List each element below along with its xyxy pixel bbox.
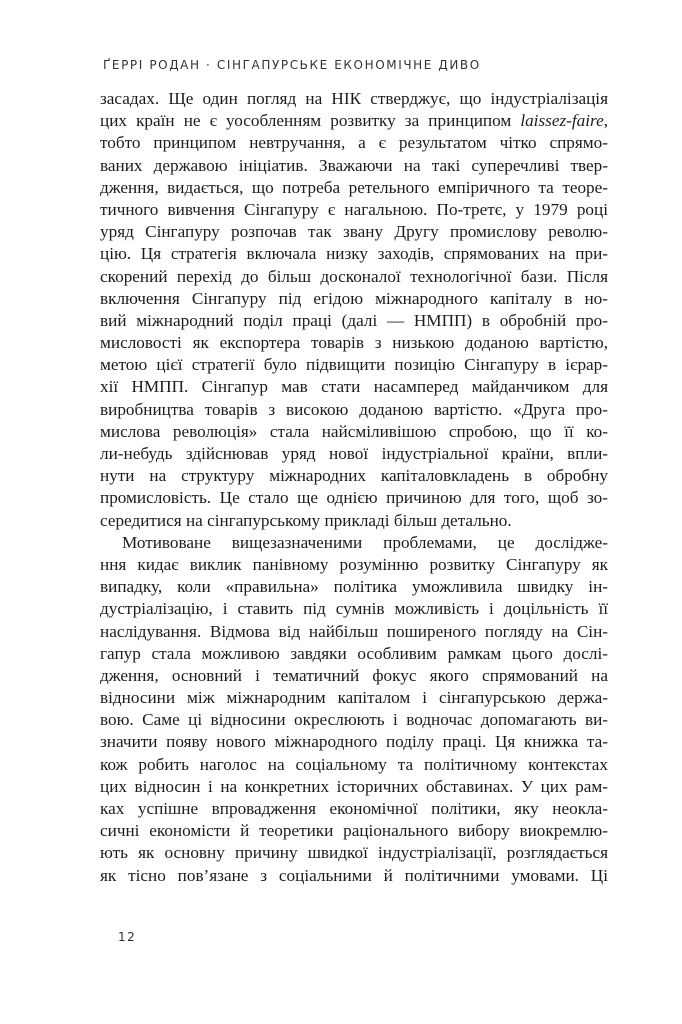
text-line: цих відносин і на конкретних історичних обставинах. У цих рам- xyxy=(100,776,608,796)
page-number: 12 xyxy=(118,930,137,944)
text-line: мислова революція» стала найсміливішою спробою, що її ко- xyxy=(100,421,608,441)
running-head: ҐЕРРІ РОДАН · СІНГАПУРСЬКЕ ЕКОНОМІЧНЕ ДИВО xyxy=(103,58,481,72)
text-line: дустріалізацію, і ставить під сумнів можливість і доцільність її xyxy=(100,599,608,619)
text-line: скорений перехід до більш досконалої технологічної бази. Після xyxy=(100,266,608,286)
text-line: нути на структуру міжнародних капіталовкладень в обробну xyxy=(100,466,608,486)
text-line: ках успішне впровадження економічної політики, яку неокла- xyxy=(100,799,608,818)
text-line: вий міжнародний поділ праці (далі — НМПП) в обробній про- xyxy=(100,310,608,330)
text-line: відносини між міжнародним капіталом і сінгапурською держа- xyxy=(100,688,608,708)
text-line: ння кидає виклик панівному розумінню розвитку Сінгапуру як xyxy=(100,554,608,574)
text-line: ли-небудь здійснював уряд нової індустріальної країни, впли- xyxy=(100,444,608,463)
text-line: Мотивоване вищезазначеними проблемами, це дослідже- xyxy=(122,532,608,552)
text-line: цію. Ця стратегія включала низку заходів, спрямованих на при- xyxy=(100,244,608,264)
text-line: виробництва товарів з високою доданою вартістю. «Друга про- xyxy=(100,399,608,419)
text-line: як тісно пов’язане з соціальними й політичними умовами. Ці xyxy=(100,865,608,885)
text-line: гапур стала можливою завдяки особливим рамкам цього дослі- xyxy=(100,643,608,663)
text-line: уряд Сінгапуру розпочав так звану Другу промислову револю- xyxy=(100,222,608,242)
text-line: вою. Саме ці відносини окреслюють і водночас допомагають ви- xyxy=(100,710,608,730)
text-line: включення Сінгапуру під егідою міжнародного капіталу в но- xyxy=(100,288,608,308)
text-line: дження, видається, що потреба ретельного емпіричного та теоре- xyxy=(100,177,608,197)
text-line: метою цієї стратегії було підвищити позицію Сінгапуру в ієрар- xyxy=(100,355,608,375)
text-line: тобто принципом невтручання, а є результатом чітко спрямо- xyxy=(100,133,608,153)
text-line: ваних державою ініціатив. Зважаючи на такі суперечливі твер- xyxy=(100,155,608,175)
text-line: мисловості як експортера товарів з низькою доданою вартістю, xyxy=(100,333,608,353)
text-line: значити появу нового міжнародного поділу праці. Ця книжка та- xyxy=(100,732,608,752)
text-line: засадах. Ще один погляд на НІК стверджує, що індустріалізація xyxy=(100,89,608,108)
text-line: наслідування. Відмова від найбільш поширеного погляду на Сін- xyxy=(100,621,608,641)
text-line: тичного вивчення Сінгапуру є нагальною. По-третє, у 1979 році xyxy=(100,199,608,219)
text-line: випадку, коли «правильна» політика уможливила швидку ін- xyxy=(100,577,608,597)
text-line: ють як основну причину швидкої індустріалізації, розглядається xyxy=(100,843,608,863)
text-line: хії НМПП. Сінгапур мав стати насамперед майданчиком для xyxy=(100,377,608,397)
text-line: цих країн не є уособленням розвитку за принципом laissez-faire, xyxy=(100,111,608,131)
text-line: кож робить наголос на соціальному та політичному контекстах xyxy=(100,754,608,774)
text-line: сичні економісти й теоретики раціонального вибору виокремлю- xyxy=(100,821,608,841)
paragraph-2 xyxy=(100,532,608,887)
text-line: промисловість. Це стало ще однією причиною для того, щоб зо- xyxy=(100,488,608,508)
text-line: середитися на сінгапурському прикладі більш детально. xyxy=(100,510,512,530)
italic-term: laissez-faire xyxy=(520,111,604,131)
paragraph-1 xyxy=(100,88,608,532)
text-line: дження, основний і тематичний фокус якого спрямований на xyxy=(100,665,608,685)
body-text xyxy=(100,88,608,887)
